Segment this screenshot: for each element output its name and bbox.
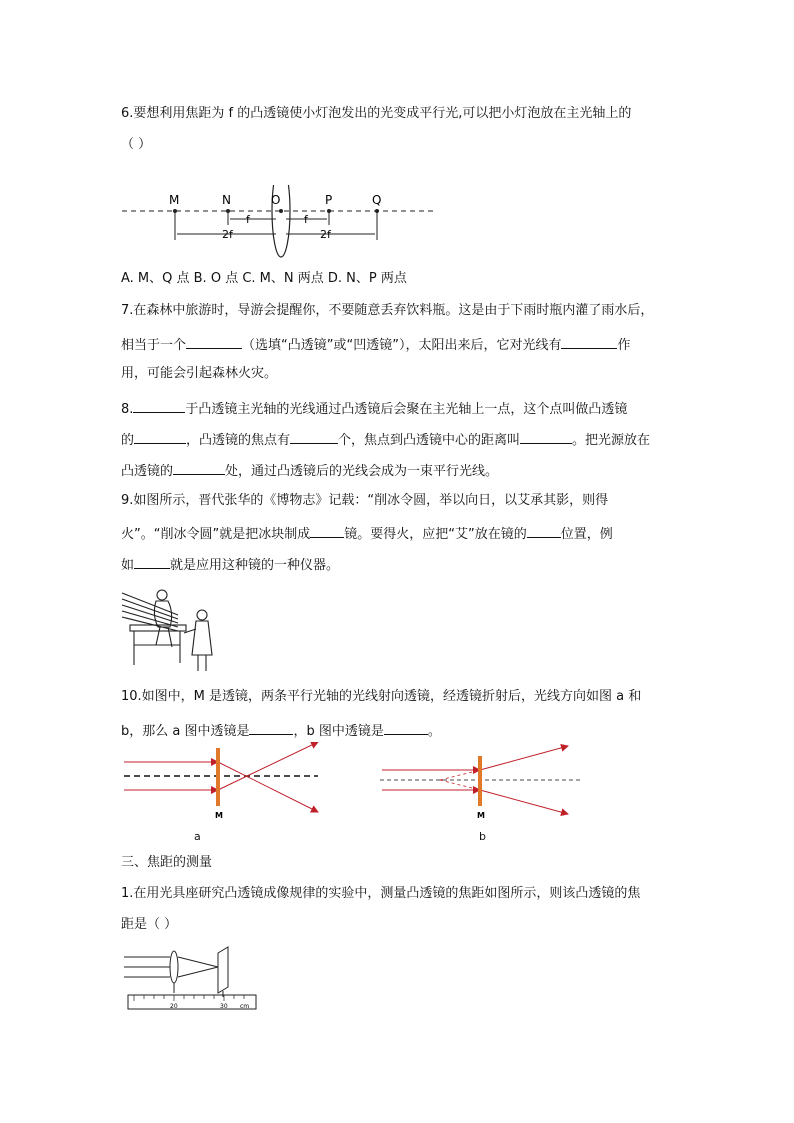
- q10-text: b，那么 a 图中透镜是: [121, 724, 250, 739]
- q9-text: 位置，例: [560, 527, 613, 542]
- point-o-label: O: [271, 193, 281, 207]
- q9-text: 如: [121, 558, 135, 573]
- two-f-right-label: 2f: [320, 228, 331, 241]
- q10-blank-1[interactable]: [249, 720, 293, 735]
- q9-blank-1[interactable]: [310, 523, 344, 538]
- optical-bench-diagram: [120, 945, 260, 1015]
- f-right-label: f: [304, 213, 308, 226]
- ruler-unit: cm: [240, 1003, 250, 1010]
- q7-stem-line3: 用，可能会引起森林火灾。: [121, 366, 278, 381]
- q10-blank-2[interactable]: [384, 720, 428, 735]
- lens-m-label-a: M: [215, 811, 223, 820]
- q8-text: ，凸透镜的焦点有: [186, 433, 291, 448]
- f-left-label: f: [246, 213, 250, 226]
- q9-text: 火”。“削冰令圆”就是把冰块制成: [121, 527, 311, 542]
- section-3-title: 三、焦距的测量: [121, 855, 213, 870]
- q8-stem-line2: [121, 429, 650, 450]
- q9-blank-2[interactable]: [527, 523, 561, 538]
- q8-text: 处，通过凸透镜后的光线会成为一束平行光线。: [225, 464, 499, 479]
- q10-stem-line1: 10.如图中，M 是透镜，两条平行光轴的光线射向透镜，经透镜折射后，光线方向如图 a 和: [121, 689, 642, 704]
- q7-stem-line1: 7.在森林中旅游时，导游会提醒你，不要随意丢弃饮料瓶。这是由于下雨时瓶内灌了雨水后，: [121, 303, 654, 318]
- q8-text: 。把光源放在: [572, 433, 651, 448]
- point-q-label: Q: [372, 193, 382, 207]
- q8-blank-3[interactable]: [290, 429, 338, 444]
- q7-text: 相当于一个: [121, 338, 187, 353]
- q8-blank-1[interactable]: [133, 398, 185, 413]
- q9-blank-3[interactable]: [134, 554, 170, 569]
- ancient-ice-lens-illustration: [120, 585, 225, 675]
- q8-text: 于凸透镜主光轴的光线通过凸透镜后会聚在主光轴上一点，这个点叫做凸透镜: [185, 402, 628, 417]
- q7-text: （选填“凸透镜”或“凹透镜”），太阳出来后，它对光线有: [242, 338, 562, 353]
- q10-stem-line2: [121, 720, 441, 741]
- point-m-label: M: [169, 193, 180, 207]
- q7-stem-line2: [121, 334, 630, 355]
- q9-text: 镜。要得火，应把“艾”放在镜的: [344, 527, 527, 542]
- q6-lens-diagram: [120, 185, 440, 260]
- figure-b-caption: b: [479, 830, 486, 843]
- q7-blank-1[interactable]: [186, 334, 242, 349]
- q8-text: 个，焦点到凸透镜中心的距离叫: [338, 433, 521, 448]
- q6-stem-line1: 6.要想利用焦距为 f 的凸透镜使小灯泡发出的光变成平行光,可以把小灯泡放在主光轴上的: [121, 106, 632, 121]
- q8-blank-2[interactable]: [134, 429, 186, 444]
- q8-text: 凸透镜的: [121, 464, 174, 479]
- q8-blank-5[interactable]: [173, 460, 225, 475]
- q7-text: 作: [617, 338, 631, 353]
- q6-answer-bracket: （ ）: [121, 137, 152, 152]
- q8-text: 8.: [121, 402, 134, 417]
- q10-text: 。: [427, 724, 441, 739]
- ruler-tick-30: 30: [220, 1003, 228, 1010]
- q8-stem-line3: [121, 460, 498, 481]
- q9-stem-line1: 9.如图所示，晋代张华的《博物志》记载：“削冰令圆，举以向日，以艾承其影，则得: [121, 493, 609, 508]
- s3-q1-stem-line1: 1.在用光具座研究凸透镜成像规律的实验中，测量凸透镜的焦距如图所示，则该凸透镜的焦: [121, 886, 641, 901]
- figure-a-convex-lens-rays: [120, 742, 325, 842]
- q8-stem-line1: [121, 398, 627, 419]
- q8-text: 的: [121, 433, 135, 448]
- figure-a-caption: a: [194, 830, 201, 843]
- q10-text: ，b 图中透镜是: [293, 724, 384, 739]
- q9-stem-line2: [121, 523, 613, 544]
- s3-q1-stem-line2: 距是（ ）: [121, 917, 178, 932]
- q8-blank-4[interactable]: [520, 429, 572, 444]
- q6-options: A. M、Q 点 B. O 点 C. M、N 两点 D. N、P 两点: [121, 271, 407, 286]
- ruler-tick-20: 20: [170, 1003, 178, 1010]
- lens-m-label-b: M: [477, 811, 485, 820]
- point-p-label: P: [325, 193, 333, 207]
- figure-b-concave-lens-rays: [378, 742, 583, 842]
- point-n-label: N: [222, 193, 231, 207]
- q9-text: 就是应用这种镜的一种仪器。: [170, 558, 340, 573]
- q9-stem-line3: [121, 554, 339, 575]
- q7-blank-2[interactable]: [561, 334, 617, 349]
- two-f-left-label: 2f: [222, 228, 233, 241]
